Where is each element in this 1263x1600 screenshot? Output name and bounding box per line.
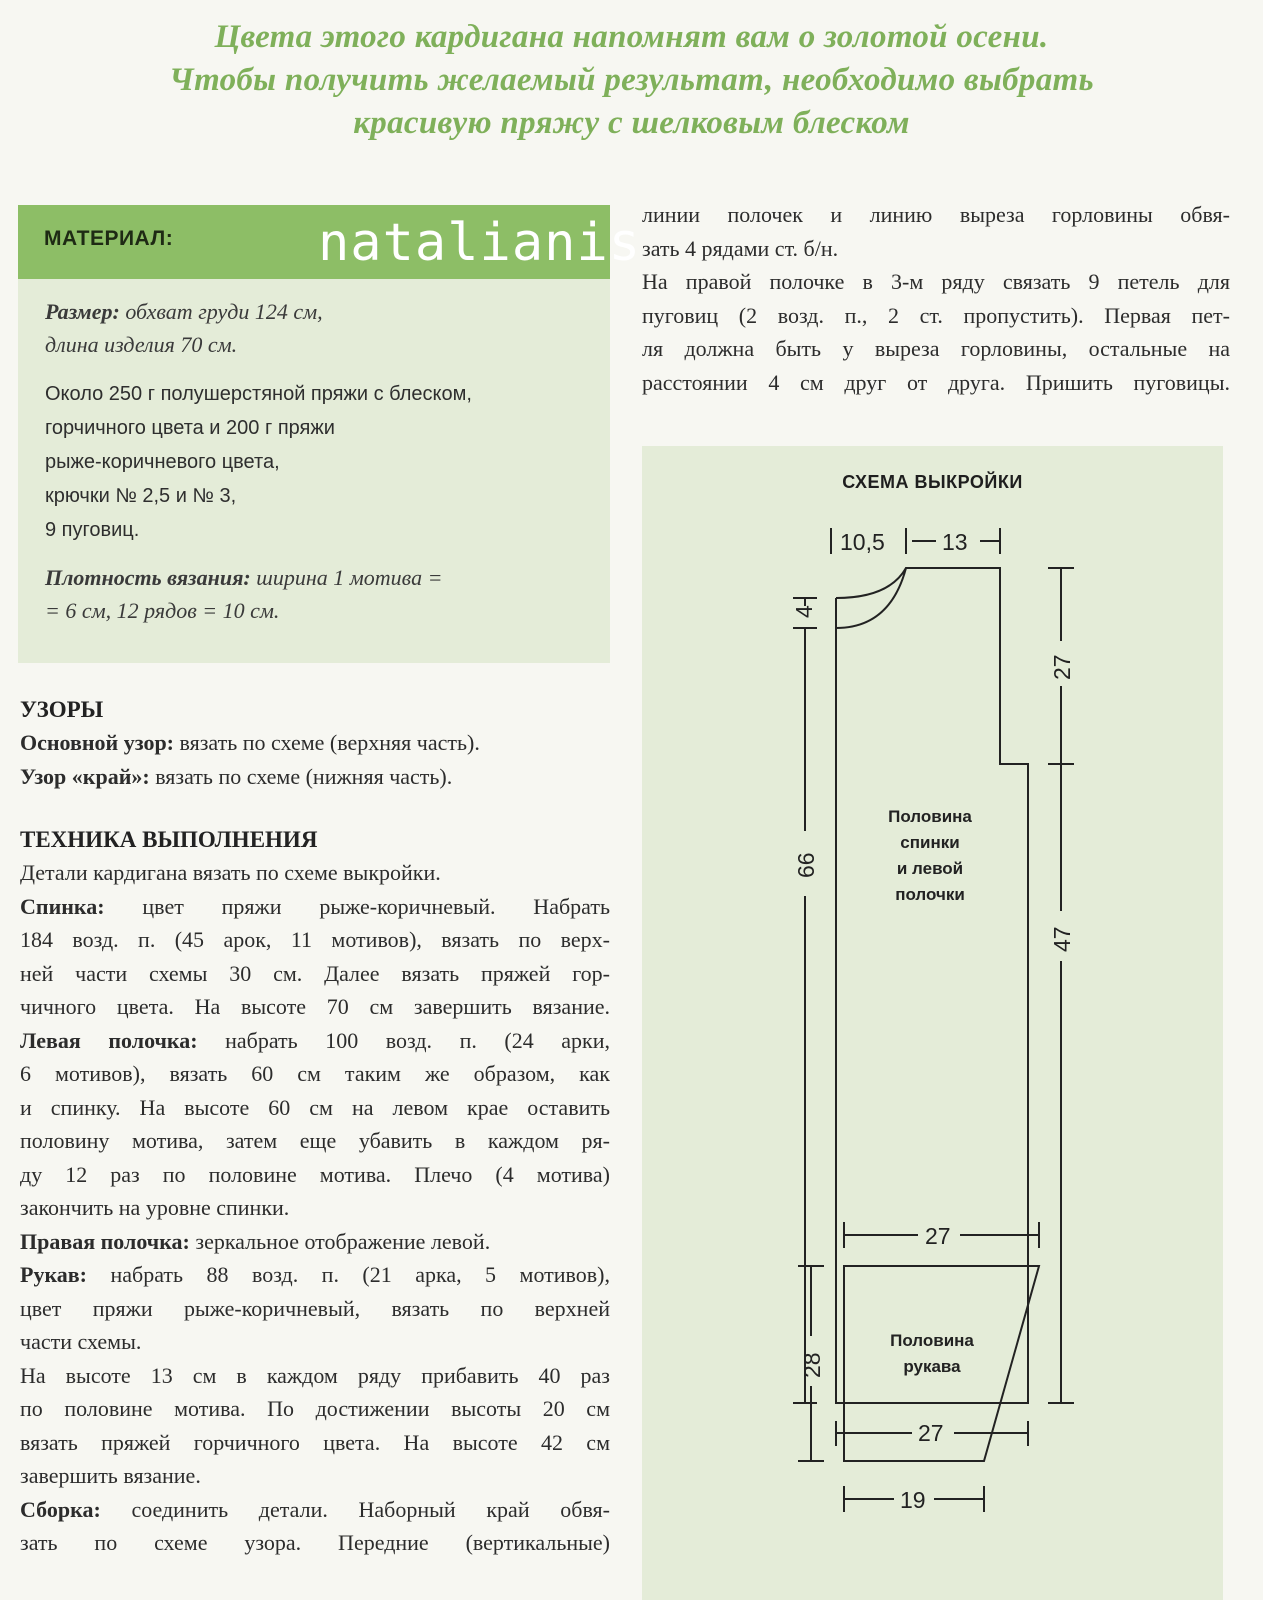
dim-total-height: 66 (793, 852, 819, 878)
assembly-line: соединить детали. Наборный край обвя- (100, 1496, 610, 1522)
headline-line-1: Цвета этого кардигана напомнят вам о золотой осени. (214, 19, 1049, 55)
left-front-line: половину мотива, затем еще убавить в каждом ря- (20, 1128, 610, 1153)
material-line: крючки № 2,5 и № 3, (45, 485, 237, 507)
left-front-line: 6 мотивов), вязать 60 см таким же образом, как (20, 1061, 610, 1086)
material-list (45, 377, 595, 547)
right-front-label: Правая полочка: (20, 1228, 190, 1254)
material-body (45, 295, 595, 627)
dim-neck-depth: 4 (791, 605, 817, 618)
sleeve-line: набрать 88 возд. п. (21 арка, 5 мотивов), (87, 1262, 610, 1287)
material-line: горчичного цвета и 200 г пряжи (45, 417, 335, 439)
left-front-line: ду 12 раз по половине мотива. Плечо (4 мотива) (20, 1161, 610, 1187)
density-text-1: ширина 1 мотива = (250, 565, 443, 590)
material-header (18, 205, 642, 279)
main-pattern-label: Основной узор: (20, 730, 175, 755)
technique-intro: Детали кардигана вязать по схеме выкройки. (20, 860, 441, 885)
headline-line-3: красивую пряжу с шелковым блеском (353, 105, 910, 141)
right-front-text: зеркальное отображение левой. (189, 1228, 491, 1254)
sleeve2-line: завершить вязание. (20, 1463, 201, 1488)
sleeve-dim-height: 28 (799, 1352, 825, 1378)
left-front-line: закончить на уровне спинки. (20, 1195, 290, 1220)
right-line: зать 4 рядами ст. б/н. (642, 235, 839, 261)
technique-section (20, 823, 610, 1560)
size-block (45, 295, 595, 361)
density-block (45, 561, 595, 627)
diagram-title: СХЕМА ВЫКРОЙКИ (842, 472, 1023, 492)
back-line: цвет пряжи рыже-коричневый. Набрать (104, 893, 610, 919)
patterns-heading: УЗОРЫ (20, 697, 104, 722)
back-line: чичного цвета. На высоте 70 см завершить вязание. (20, 994, 610, 1019)
sleeve2-line: по половине мотива. По достижении высоты 20 см (20, 1396, 610, 1421)
right-line: На правой полочке в 3-м ряду связать 9 петель для (642, 269, 1230, 294)
headline (40, 16, 1223, 145)
material-label: МАТЕРИАЛ: (44, 227, 174, 250)
back-line: ней части схемы 30 см. Далее вязать пряжей гор- (20, 960, 610, 986)
left-front-line: набрать 100 возд. п. (24 арки, (197, 1027, 610, 1053)
body-label-line: Половина (888, 807, 972, 826)
dim-armhole: 27 (1049, 654, 1075, 680)
material-line: Около 250 г полушерстяной пряжи с блеском, (45, 383, 472, 405)
technique-heading: ТЕХНИКА ВЫПОЛНЕНИЯ (20, 827, 318, 852)
watermark: natalianis (318, 213, 642, 273)
left-column (20, 693, 610, 1560)
right-column (642, 198, 1230, 399)
sleeve-label: Рукав: (20, 1262, 87, 1287)
edge-pattern-label: Узор «край»: (20, 763, 150, 789)
density-text-2: = 6 см, 12 рядов = 10 см. (45, 598, 280, 623)
dim-neck-width: 10,5 (840, 529, 885, 555)
sleeve-line: части схемы. (20, 1329, 142, 1354)
body-label-line: полочки (895, 885, 965, 904)
right-line: пуговиц (2 возд. п., 2 ст. пропустить). Первая пет- (642, 302, 1230, 328)
back-line: 184 возд. п. (45 арок, 11 мотивов), вязать по верх- (20, 927, 610, 952)
sleeve-label-line: Половина (890, 1331, 974, 1350)
assembly-label: Сборка: (20, 1496, 101, 1522)
body-label-line: и левой (896, 859, 964, 878)
left-front-line: и спинку. На высоте 60 см на левом крае оставить (20, 1094, 610, 1120)
body-label-line: спинки (900, 833, 960, 852)
material-line: 9 пуговиц. (45, 519, 140, 541)
left-front-label: Левая полочка: (20, 1027, 198, 1053)
material-line: рыже-коричневого цвета, (45, 451, 280, 473)
body-outline (836, 568, 1028, 1403)
sleeve-dim-bottom: 19 (900, 1487, 926, 1513)
dim-side-height: 47 (1049, 926, 1075, 952)
dim-shoulder: 13 (942, 529, 968, 555)
dim-bottom-width: 27 (918, 1420, 944, 1446)
density-label: Плотность вязания: (45, 565, 251, 590)
size-label: Размер: (45, 299, 120, 324)
headline-line-2: Чтобы получить желаемый результат, необходимо выбрать (169, 62, 1094, 98)
patterns-section (20, 693, 610, 793)
edge-pattern-text: вязать по схеме (нижняя часть). (149, 763, 453, 789)
right-line: ля должна быть у выреза горловины, остальные на (642, 336, 1230, 361)
pattern-diagram (642, 446, 1223, 1600)
sleeve-label-line: рукава (903, 1357, 961, 1376)
sleeve2-line: вязать пряжей горчичного цвета. На высоте 42 см (20, 1429, 610, 1455)
right-line: расстоянии 4 см друг от друга. Пришить пуговицы. (642, 369, 1230, 395)
size-text-2: длина изделия 70 см. (45, 332, 238, 357)
material-box (18, 205, 642, 663)
pattern-diagram-panel (642, 446, 1223, 1600)
sleeve2-line: На высоте 13 см в каждом ряду прибавить 40 раз (20, 1362, 610, 1388)
main-pattern-text: вязать по схеме (верхняя часть). (174, 730, 480, 755)
sleeve-line: цвет пряжи рыже-коричневый, вязать по верхней (20, 1295, 610, 1321)
sleeve-dim-top: 27 (925, 1223, 951, 1249)
size-text-1: обхват груди 124 см, (119, 299, 323, 324)
right-line: линии полочек и линию выреза горловины обвя- (642, 202, 1230, 227)
assembly-line: зать по схеме узора. Передние (вертикальные) (20, 1530, 610, 1555)
back-label: Спинка: (20, 893, 105, 919)
